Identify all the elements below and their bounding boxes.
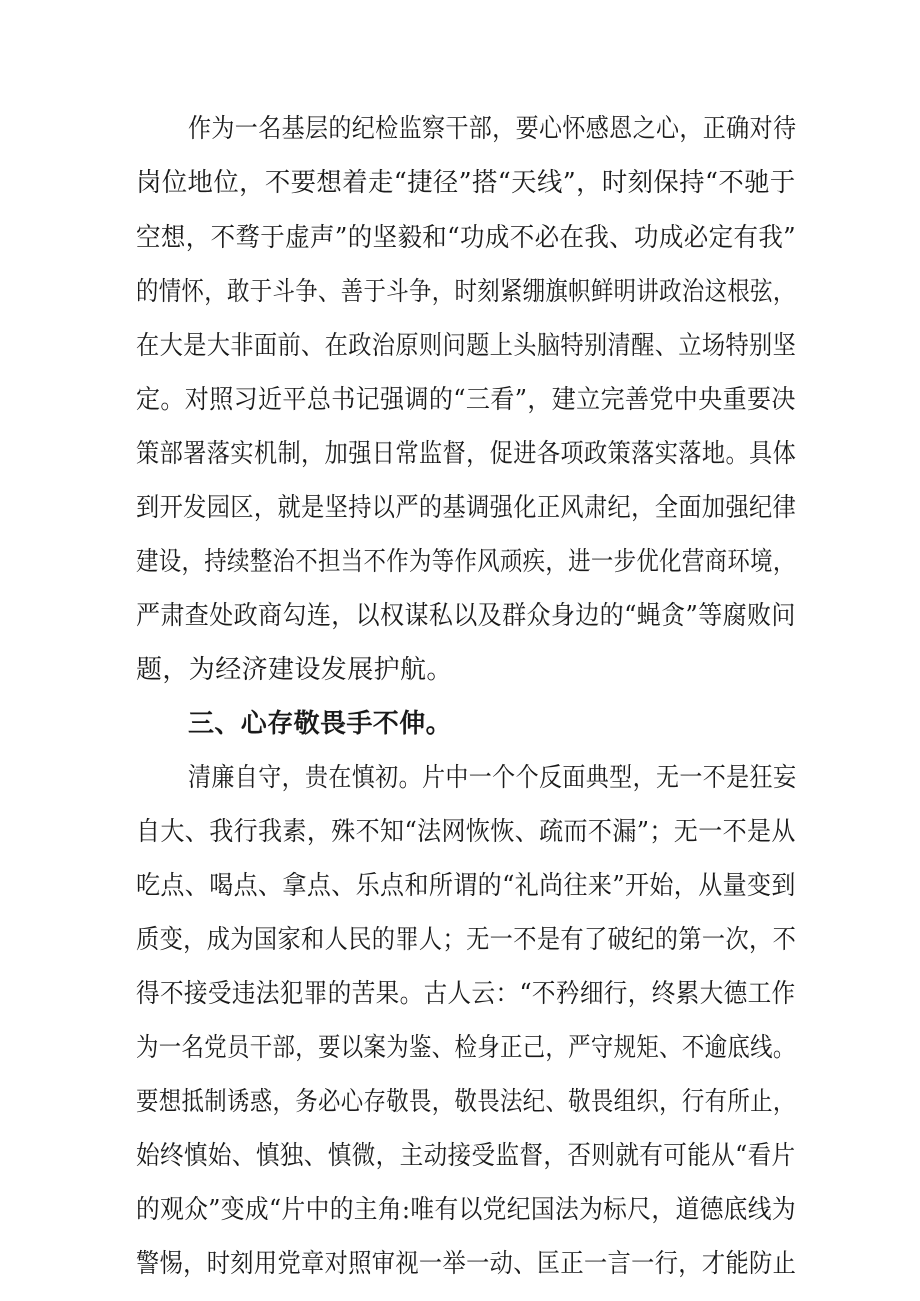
- paragraph-line: 建设，持续整治不担当不作为等作风顽疾，进一步优化营商环境，: [136, 547, 796, 577]
- paragraph-line: 的观众”变成“片中的主角:唯有以党纪国法为标尺，道德底线为: [136, 1195, 796, 1225]
- paragraph-line: 自大、我行我素，殊不知“法网恢恢、疏而不漏”；无一不是从: [136, 817, 796, 847]
- paragraph-line: 策部署落实机制，加强日常监督，促进各项政策落实落地。具体: [136, 439, 797, 469]
- paragraph-line: 题，为经济建设发展护航。: [136, 655, 453, 685]
- paragraph-line: 空想，不骛于虚声”的坚毅和“功成不必在我、功成必定有我”: [136, 223, 797, 253]
- paragraph-line: 吃点、喝点、拿点、乐点和所谓的“礼尚往来”开始，从量变到: [136, 871, 796, 901]
- paragraph-line: 到开发园区，就是坚持以严的基调强化正风肃纪，全面加强纪律: [136, 493, 797, 523]
- paragraph-line: 的情怀，敢于斗争、善于斗争，时刻紧绷旗帜鲜明讲政治这根弦，: [136, 277, 796, 307]
- paragraph-line: 清廉自守，贵在慎初。片中一个个反面典型，无一不是狂妄: [188, 763, 797, 793]
- paragraph-line: 始终慎始、慎独、慎微，主动接受监督，否则就有可能从“看片: [136, 1141, 796, 1171]
- paragraph-line: 定。对照习近平总书记强调的“三看”，建立完善党中央重要决: [136, 385, 796, 415]
- paragraph-line: 警惕，时刻用党章对照审视一举一动、匡正一言一行，才能防止: [136, 1249, 797, 1279]
- section-heading: 三、心存敬畏手不伸。: [188, 709, 453, 739]
- paragraph-line: 要想抵制诱惑，务必心存敬畏，敬畏法纪、敬畏组织，行有所止，: [136, 1087, 796, 1117]
- paragraph-line: 在大是大非面前、在政治原则问题上头脑特别清醒、立场特别坚: [136, 331, 797, 361]
- paragraph-line: 得不接受违法犯罪的苦果。古人云：“不矜细行，终累大德工作: [136, 979, 796, 1009]
- paragraph-line: 严肃查处政商勾连，以权谋私以及群众身边的“蝇贪”等腐败问: [136, 601, 796, 631]
- paragraph-line: 质变，成为国家和人民的罪人；无一不是有了破纪的第一次，不: [136, 925, 797, 955]
- paragraph-line: 作为一名基层的纪检监察干部，要心怀感恩之心，正确对待: [188, 114, 797, 144]
- paragraph-line: 为一名党员干部，要以案为鉴、检身正己，严守规矩、不逾底线。: [136, 1033, 796, 1063]
- paragraph-line: 岗位地位，不要想着走“捷径”搭“天线”，时刻保持“不驰于: [136, 168, 796, 198]
